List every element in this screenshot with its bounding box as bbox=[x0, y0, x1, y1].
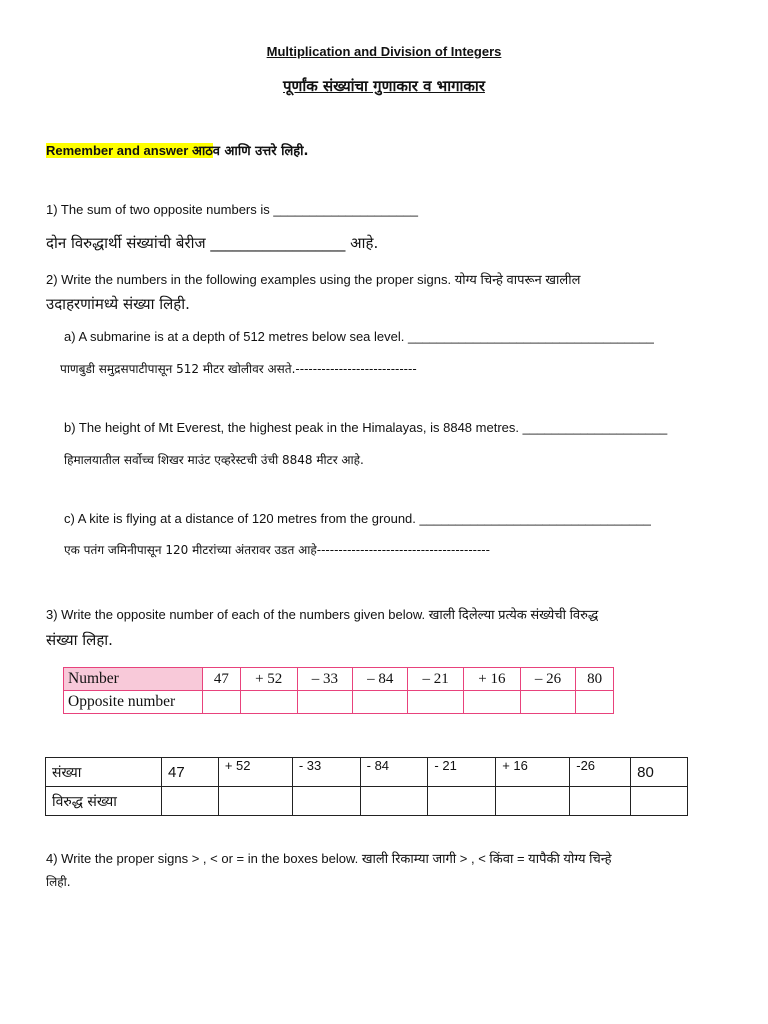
table-cell: - 84 bbox=[360, 758, 428, 787]
question-2c-english: c) A kite is flying at a distance of 120 metres from the ground. ________________________________ bbox=[64, 511, 651, 526]
table-cell: 80 bbox=[576, 668, 614, 691]
table-cell: - 33 bbox=[292, 758, 360, 787]
question-4-line-2: लिही. bbox=[46, 875, 71, 889]
table-cell: – 84 bbox=[353, 668, 408, 691]
table-cell: + 16 bbox=[463, 668, 520, 691]
table-cell: 47 bbox=[203, 668, 241, 691]
answer-cell[interactable] bbox=[496, 787, 570, 816]
highlighted-instruction: Remember and answer आठ bbox=[46, 143, 213, 158]
question-2-line-2: उदाहरणांमध्ये संख्या लिही. bbox=[46, 295, 190, 313]
answer-cell[interactable] bbox=[353, 691, 408, 714]
question-4-line-1: 4) Write the proper signs > , < or = in the boxes below. खाली रिकाम्या जागी > , < किंवा = यापैकी योग्य चिन्हे bbox=[46, 851, 612, 866]
table-cell: – 26 bbox=[520, 668, 575, 691]
answer-cell[interactable] bbox=[463, 691, 520, 714]
answer-cell[interactable] bbox=[631, 787, 688, 816]
table-row bbox=[46, 787, 688, 816]
question-2b-english: b) The height of Mt Everest, the highest peak in the Himalayas, is 8848 metres. ____________________ bbox=[64, 420, 668, 435]
answer-cell[interactable] bbox=[408, 691, 463, 714]
opposite-number-table-english bbox=[63, 667, 614, 714]
answer-cell[interactable] bbox=[297, 691, 352, 714]
number-header: संख्या bbox=[46, 758, 162, 787]
answer-cell[interactable] bbox=[576, 691, 614, 714]
number-header: Number bbox=[64, 668, 203, 691]
question-2-line-1: 2) Write the numbers in the following examples using the proper signs. योग्य चिन्हे वापरून खालील bbox=[46, 272, 581, 287]
question-3-line-2: संख्या लिहा. bbox=[46, 631, 113, 649]
opposite-number-header: Opposite number bbox=[64, 691, 203, 714]
question-1-marathi: दोन विरुद्धार्थी संख्यांची बेरीज __________________ आहे. bbox=[46, 234, 379, 252]
opposite-number-table-marathi bbox=[45, 757, 688, 816]
table-cell: + 52 bbox=[218, 758, 292, 787]
opposite-number-header: विरुद्ध संख्या bbox=[46, 787, 162, 816]
answer-cell[interactable] bbox=[520, 691, 575, 714]
table-cell: -26 bbox=[570, 758, 631, 787]
question-2a-english: a) A submarine is at a depth of 512 metres below sea level. __________________________________ bbox=[64, 329, 654, 344]
answer-cell[interactable] bbox=[162, 787, 219, 816]
table-cell: 80 bbox=[631, 758, 688, 787]
instruction-marathi: व आणि उत्तरे लिही. bbox=[212, 144, 309, 159]
answer-cell[interactable] bbox=[428, 787, 496, 816]
question-2a-marathi: पाणबुडी समुद्रसपाटीपासून 512 मीटर खोलीवर असते.---------------------------- bbox=[60, 362, 417, 376]
table-cell: 47 bbox=[162, 758, 219, 787]
answer-cell[interactable] bbox=[203, 691, 241, 714]
answer-cell[interactable] bbox=[292, 787, 360, 816]
table-cell: – 21 bbox=[408, 668, 463, 691]
worksheet-title: Multiplication and Division of Integers bbox=[266, 44, 502, 59]
table-row bbox=[64, 691, 614, 714]
question-1-english: 1) The sum of two opposite numbers is ____________________ bbox=[46, 202, 418, 217]
worksheet-title-marathi: पूर्णांक संख्यांचा गुणाकार व भागाकार bbox=[283, 77, 485, 95]
answer-cell[interactable] bbox=[218, 787, 292, 816]
table-row bbox=[64, 668, 614, 691]
question-2b-marathi: हिमालयातील सर्वोच्च शिखर माउंट एव्हरेस्टची उंची 8848 मीटर आहे. bbox=[64, 453, 364, 467]
answer-cell[interactable] bbox=[360, 787, 428, 816]
question-3-line-1: 3) Write the opposite number of each of the numbers given below. खाली दिलेल्या प्रत्येक संख्येची विरुद्ध bbox=[46, 607, 599, 622]
table-cell: + 16 bbox=[496, 758, 570, 787]
question-2c-marathi: एक पतंग जमिनीपासून 120 मीटरांच्या अंतरावर उडत आहे---------------------------------------- bbox=[64, 543, 490, 557]
answer-cell[interactable] bbox=[570, 787, 631, 816]
table-row bbox=[46, 758, 688, 787]
answer-cell[interactable] bbox=[240, 691, 297, 714]
table-cell: + 52 bbox=[240, 668, 297, 691]
table-cell: – 33 bbox=[297, 668, 352, 691]
table-cell: - 21 bbox=[428, 758, 496, 787]
instruction-line bbox=[46, 141, 308, 159]
